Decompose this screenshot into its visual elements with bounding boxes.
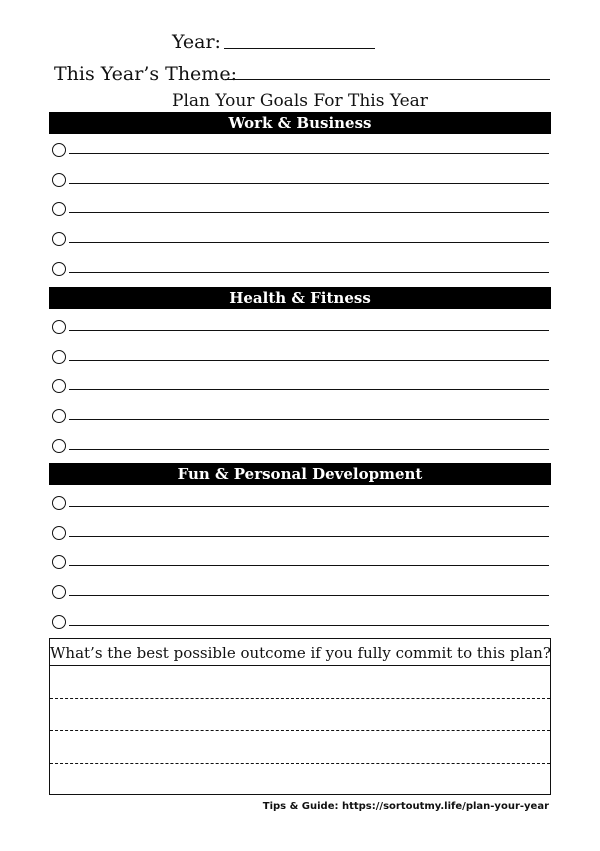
goal-entry-line[interactable] (69, 272, 549, 273)
goal-item[interactable] (52, 319, 549, 339)
goal-item[interactable] (52, 261, 549, 281)
goal-item[interactable] (52, 142, 549, 162)
goal-item[interactable] (52, 349, 549, 369)
theme-label: This Year’s Theme: (54, 63, 237, 85)
checkbox-circle-icon[interactable] (52, 320, 66, 334)
goal-item[interactable] (52, 408, 549, 428)
checkbox-circle-icon[interactable] (52, 615, 66, 629)
goal-entry-line[interactable] (69, 212, 549, 213)
section-header-work-business: Work & Business (49, 112, 551, 134)
checkbox-circle-icon[interactable] (52, 350, 66, 364)
checkbox-circle-icon[interactable] (52, 496, 66, 510)
goal-entry-line[interactable] (69, 242, 549, 243)
goal-item[interactable] (52, 172, 549, 192)
goal-item[interactable] (52, 495, 549, 515)
footer-link[interactable]: Tips & Guide: https://sortoutmy.life/plan-your-year (262, 801, 549, 812)
checkbox-circle-icon[interactable] (52, 409, 66, 423)
goal-entry-line[interactable] (69, 330, 549, 331)
goal-item[interactable] (52, 614, 549, 634)
goal-entry-line[interactable] (69, 183, 549, 184)
checkbox-circle-icon[interactable] (52, 143, 66, 157)
year-field[interactable] (224, 48, 375, 49)
goal-item[interactable] (52, 525, 549, 545)
checkbox-circle-icon[interactable] (52, 585, 66, 599)
year-label: Year: (172, 31, 221, 53)
goal-item[interactable] (52, 201, 549, 221)
goal-item[interactable] (52, 584, 549, 604)
checkbox-circle-icon[interactable] (52, 526, 66, 540)
outcome-answer-line[interactable] (50, 730, 550, 731)
goal-item[interactable] (52, 378, 549, 398)
goal-item[interactable] (52, 231, 549, 251)
goal-entry-line[interactable] (69, 595, 549, 596)
outcome-answer-line[interactable] (50, 698, 550, 699)
goal-entry-line[interactable] (69, 565, 549, 566)
section-header-health-fitness: Health & Fitness (49, 287, 551, 309)
checkbox-circle-icon[interactable] (52, 555, 66, 569)
outcome-box (49, 638, 551, 795)
goal-entry-line[interactable] (69, 389, 549, 390)
goal-entry-line[interactable] (69, 536, 549, 537)
goal-entry-line[interactable] (69, 360, 549, 361)
goal-entry-line[interactable] (69, 419, 549, 420)
checkbox-circle-icon[interactable] (52, 173, 66, 187)
checkbox-circle-icon[interactable] (52, 202, 66, 216)
checkbox-circle-icon[interactable] (52, 439, 66, 453)
outcome-answer-line[interactable] (50, 763, 550, 764)
checkbox-circle-icon[interactable] (52, 262, 66, 276)
goal-entry-line[interactable] (69, 449, 549, 450)
goal-entry-line[interactable] (69, 625, 549, 626)
goal-item[interactable] (52, 438, 549, 458)
checkbox-circle-icon[interactable] (52, 379, 66, 393)
goal-item[interactable] (52, 554, 549, 574)
theme-field[interactable] (225, 79, 550, 80)
goal-entry-line[interactable] (69, 153, 549, 154)
page-title: Plan Your Goals For This Year (172, 91, 428, 111)
section-header-fun-personal-development: Fun & Personal Development (49, 463, 551, 485)
checkbox-circle-icon[interactable] (52, 232, 66, 246)
goal-entry-line[interactable] (69, 506, 549, 507)
outcome-question: What’s the best possible outcome if you fully commit to this plan? (50, 639, 550, 666)
